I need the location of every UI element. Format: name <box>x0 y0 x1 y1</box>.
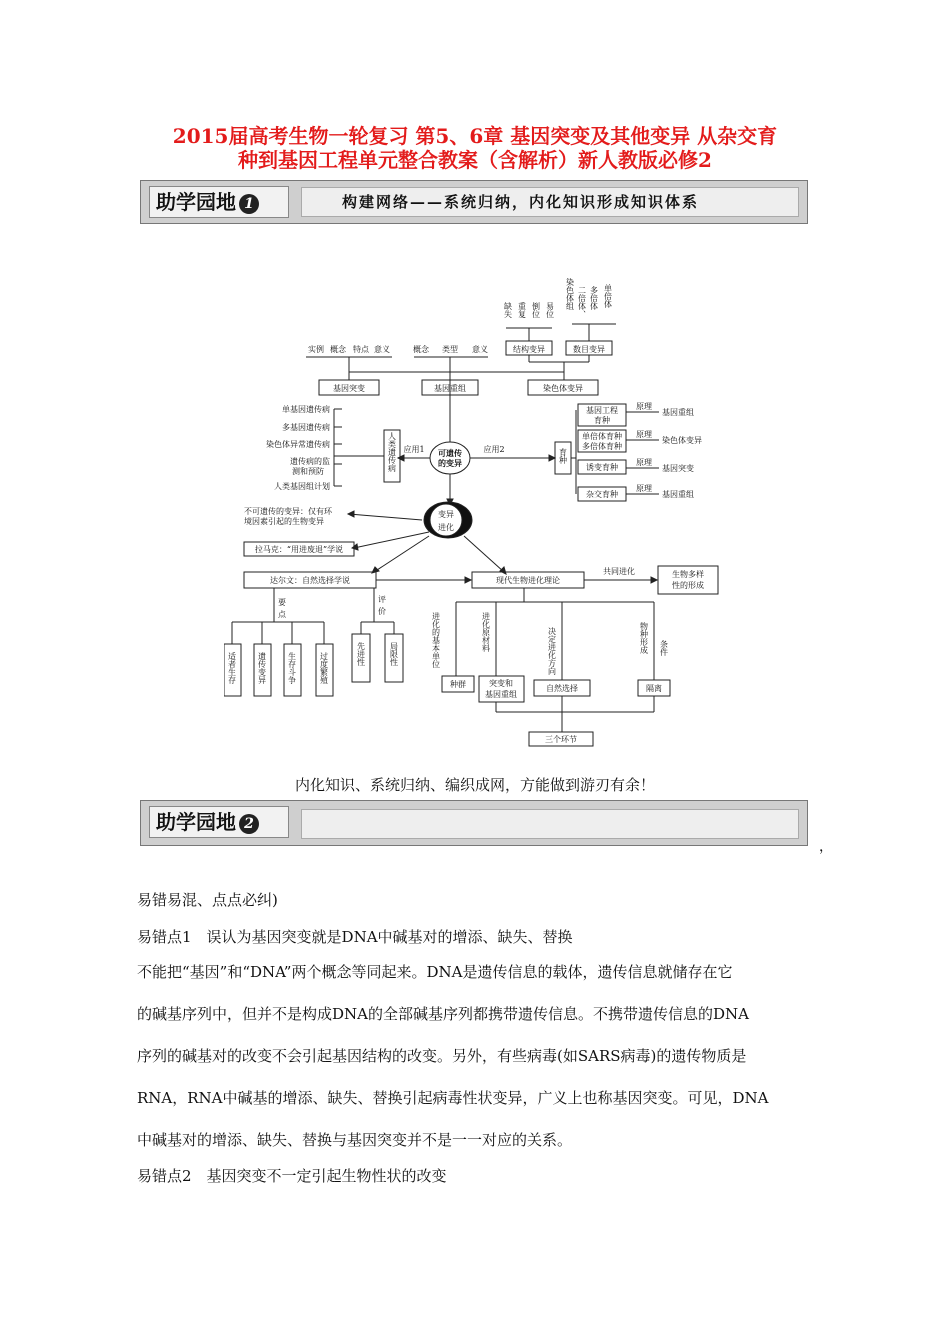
node-breeding: 育种 <box>558 448 568 464</box>
section-banner-1 <box>140 180 808 224</box>
banner-number-badge: 2 <box>239 814 259 834</box>
document-title <box>100 124 850 172</box>
modern-item-mutation: 突变和 <box>489 679 513 688</box>
breeding-method: 诱变育种 <box>586 463 618 472</box>
recombination-aspect: 意义 <box>472 345 488 354</box>
disease-item: 人类基因组计划 <box>274 482 330 491</box>
disease-item: 单基因遗传病 <box>282 405 330 414</box>
evaluation-item: 先进性 <box>356 642 366 666</box>
principle-label: 原理 <box>636 430 652 439</box>
principle-label: 原理 <box>636 458 652 467</box>
modern-item-selection: 自然选择 <box>546 684 578 693</box>
application-2-label: 应用2 <box>483 445 505 454</box>
body-line: 序列的碱基对的改变不会引起基因结构的改变。另外，有些病毒(如SARS病毒)的遗传物质是 <box>137 1047 747 1065</box>
numeric-type: 二倍体、 <box>577 286 587 318</box>
breeding-method: 单倍体育种 <box>582 432 622 441</box>
non-heritable-line-2: 境因素引起的生物变异 <box>244 517 324 526</box>
body-line: 的碱基序列中，但并不是构成DNA的全部碱基序列都携带遗传信息。不携带遗传信息的DNA <box>137 1005 749 1023</box>
body-heading: 易错易混、点点必纠) <box>137 891 278 909</box>
banner-number-badge: 1 <box>239 194 259 214</box>
modern-label: 条件 <box>659 640 669 656</box>
modern-item-isolation: 隔离 <box>646 684 662 693</box>
modern-label: 物种形成 <box>639 622 649 654</box>
node-chromosome-variation: 染色体变异 <box>543 384 583 393</box>
disease-item: 染色体异常遗传病 <box>266 440 330 449</box>
mutation-aspect: 概念 <box>330 345 346 354</box>
banner-tag-label: 助学园地 <box>156 190 236 214</box>
modern-label: 进化原材料 <box>481 612 491 652</box>
evaluation-label: 评 <box>378 595 386 604</box>
node-numeric-variation: 数目变异 <box>573 345 605 354</box>
recombination-aspect: 概念 <box>413 345 429 354</box>
breeding-principle: 基因突变 <box>662 464 694 473</box>
numeric-type: 染色体组 <box>565 278 575 310</box>
biodiversity-line-1: 生物多样 <box>672 570 704 579</box>
node-structural-variation: 结构变异 <box>513 345 545 354</box>
variation-evolution-line-2: 进化 <box>438 523 454 532</box>
concept-map <box>224 272 724 747</box>
mutation-aspect: 意义 <box>374 345 390 354</box>
banner-tag <box>149 186 289 218</box>
concept-map-diagram <box>224 272 724 747</box>
map-center-line-2: 的变异 <box>438 458 462 468</box>
variation-evolution-line-1: 变异 <box>438 510 454 519</box>
body-line: 不能把“基因”和“DNA”两个概念等同起来。DNA是遗传信息的载体，遗传信息就储存在它 <box>137 963 733 981</box>
principle-label: 原理 <box>636 484 652 493</box>
breeding-method: 杂交育种 <box>586 490 618 499</box>
darwin-point: 生存斗争 <box>287 652 297 684</box>
darwin-node: 达尔文：自然选择学说 <box>270 576 350 585</box>
mutation-aspect: 特点 <box>353 345 369 354</box>
banner-tag <box>149 806 289 838</box>
title-line-2: 种到基因工程单元整合教案（含解析）新人教版必修2 <box>238 148 712 172</box>
numeric-type: 单倍体 <box>603 284 613 308</box>
banner-tag-label: 助学园地 <box>156 810 236 834</box>
title-line-1: 2015届高考生物一轮复习 第5、6章 基因突变及其他变异 从杂交育 <box>172 124 778 148</box>
disease-item: 遗传病的监 <box>290 457 330 466</box>
modern-item-mutation: 基因重组 <box>485 690 517 699</box>
darwin-points-label: 点 <box>278 610 286 619</box>
coevolution-label: 共同进化 <box>603 567 635 576</box>
breeding-method: 育种 <box>594 416 610 425</box>
principle-label: 原理 <box>636 402 652 411</box>
biodiversity-line-2: 性的形成 <box>672 581 704 590</box>
modern-label: 决定进化方向 <box>547 627 557 675</box>
disease-item: 测和预防 <box>292 467 324 476</box>
modern-label: 进化的基本单位 <box>431 612 441 668</box>
structural-type: 倒位 <box>531 302 541 318</box>
breeding-principle: 染色体变异 <box>662 436 702 445</box>
numeric-type: 多倍体 <box>589 286 599 310</box>
breeding-principle: 基因重组 <box>662 490 694 499</box>
structural-type: 易位 <box>545 302 555 318</box>
map-center-line-1: 可遗传 <box>438 448 462 458</box>
mutation-aspect: 实例 <box>308 345 324 354</box>
node-gene-mutation: 基因突变 <box>333 384 365 393</box>
body-line: RNA，RNA中碱基的增添、缺失、替换引起病毒性状变异，广义上也称基因突变。可见，DNA <box>137 1089 769 1107</box>
structural-type: 重复 <box>517 302 527 318</box>
lamarck-node: 拉马克：“用进废退”学说 <box>254 545 344 554</box>
recombination-aspect: 类型 <box>442 345 458 354</box>
banner-subtitle: 构建网络——系统归纳，内化知识形成知识体系 <box>301 187 799 217</box>
modern-theory-node: 现代生物进化理论 <box>496 576 560 585</box>
darwin-point: 适者生存 <box>227 652 237 684</box>
breeding-principle: 基因重组 <box>662 408 694 417</box>
section-banner-2 <box>140 800 808 846</box>
darwin-point: 过度繁殖 <box>319 652 329 684</box>
modern-item-population: 种群 <box>450 680 466 689</box>
error-point-1-title: 易错点1 误认为基因突变就是DNA中碱基对的增添、缺失、替换 <box>137 928 573 946</box>
breeding-method: 多倍体育种 <box>582 442 622 451</box>
trailing-comma: ， <box>819 839 833 855</box>
non-heritable-line-1: 不可遗传的变异：仅有环 <box>244 507 332 516</box>
breeding-method: 基因工程 <box>586 406 618 415</box>
map-caption: 内化知识、系统归纳、编织成网，方能做到游刃有余！ <box>294 776 655 794</box>
disease-item: 多基因遗传病 <box>282 423 330 432</box>
banner-empty-bar <box>301 809 799 839</box>
structural-type: 缺失 <box>503 302 513 318</box>
body-line: 中碱基对的增添、缺失、替换与基因突变并不是一一对应的关系。 <box>137 1131 573 1149</box>
evaluation-item: 局限性 <box>389 642 399 666</box>
node-gene-recombination: 基因重组 <box>434 384 466 393</box>
evaluation-label: 价 <box>378 607 386 616</box>
node-human-genetic-disease: 人类遗传病 <box>387 432 397 472</box>
three-links-node: 三个环节 <box>545 735 577 744</box>
application-1-label: 应用1 <box>403 445 425 454</box>
error-point-2-title: 易错点2 基因突变不一定引起生物性状的改变 <box>137 1167 447 1185</box>
darwin-point: 遗传变异 <box>257 652 267 684</box>
darwin-points-label: 要 <box>278 598 286 607</box>
